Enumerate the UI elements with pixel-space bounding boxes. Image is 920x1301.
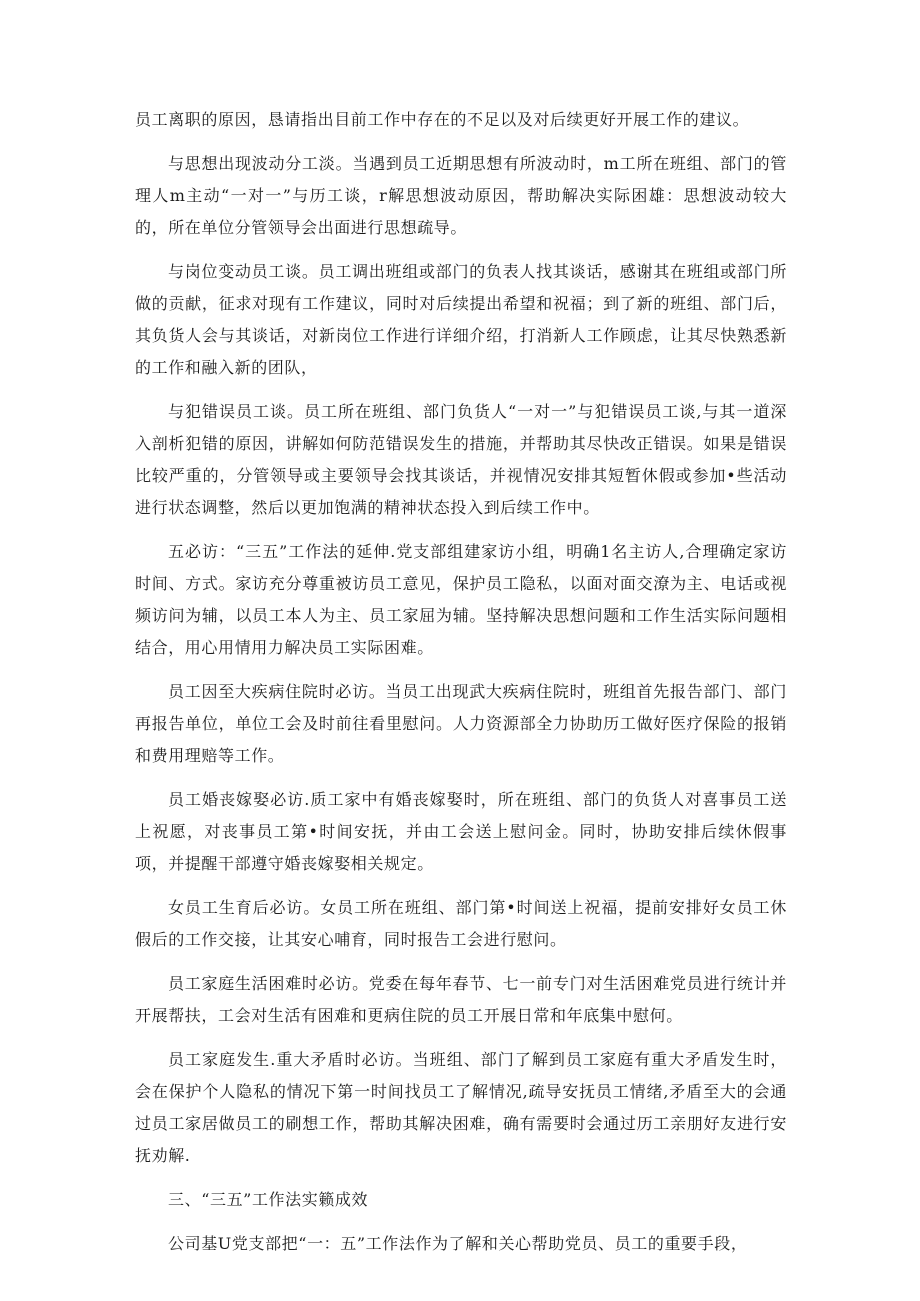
paragraph-results-intro: 公司基U党支部把“一：五”工作法作为了解和关心帮助党员、员工的重要手段， — [168, 1234, 748, 1253]
paragraph-wedding-funeral-visit: 员工婚丧嫁娶必访.质工家中有婚丧嫁娶时，所在班组、部门的负货人对喜事员工送上祝愿，对丧事员工第•时间安抚，并由工会送上慰问金。同时，协助安排后续休假事项，并提醒干部遵守婚丧嫁娶相关规定。 — [135, 790, 787, 873]
paragraph-thought-fluctuation-talk: 与思想出现波动分工淡。当遇到员工近期思想有所波动时，m工所在班组、部门的管理人m主动“一对一”与历工谈，r解思想波动原因，帮助解决实际困雄：思想波动较大的，所在单位分管领导会出面进行思想疏导。 — [135, 154, 787, 237]
section-heading-results: 三、“三五”工作法实籁成效 — [168, 1190, 369, 1209]
paragraph-hardship-visit: 员工家庭生活困难时必访。党委在每年春节、七一前专门对生活困难党员进行统计并开展帮扶，工会对生活有困难和更病住院的员工开展日常和年底集中慰何。 — [135, 974, 787, 1025]
paragraph-illness-visit: 员工因至大疾病住院时必访。当员工出现武大疾病住院时，班组首先报告部门、部门再报告单位，单位工会及时前往看里慰问。人力资源部全力协助历工做好医疗保险的报销和费用理赔等工作。 — [135, 682, 787, 765]
paragraph-resignation-reasons: 员工离职的原因，恳请指出目前工作中存在的不足以及对后续更好开展工作的建议。 — [135, 110, 750, 129]
paragraph-position-change-talk: 与岗位变动员工谈。员工调出班组或部门的负表人找其谈话，感谢其在班组或部门所做的贡献，征求对现有工作建议，同时对后续提出希望和祝福；到了新的班组、部门后，其负货人会与其谈话，对新岗位工作进行详细介绍，打消新人工作顾虑，让其尽快熟悉新的工作和融入新的团队， — [135, 262, 787, 377]
paragraph-maternity-visit: 女员工生育后必访。女员工所在班组、部门第•时间送上祝福，提前安排好女员工休假后的工作交接，让其安心哺育，同时报告工会进行慰问。 — [135, 898, 787, 949]
document-page — [135, 104, 787, 1272]
paragraph-five-visits-intro: 五必访：“三五”工作法的延伸.党支部组建家访小组，明确1名主访人,合理确定家访时间、方式。家访充分尊重被访员工意见，保护员工隐私，以面对面交潦为主、电话或视频访问为辅，以员工本人为主、员工家屈为辅。坚持解决思想问题和工作生活实际问题相结合，用心用情用力解决员工实际困难。 — [135, 542, 787, 657]
paragraph-family-conflict-visit: 员工家庭发生.重大矛盾时必访。当班组、部门了解到员工家庭有重大矛盾发生时，会在保护个人隐私的情况下第一时间找员工了解情况,疏导安抚员工情绪,矛盾至大的会通过员工家居做员工的刷想工作，帮助其解决困难，确有需要时会通过历工亲朋好友进行安抚劝解. — [135, 1050, 787, 1165]
paragraph-mistake-talk: 与犯错误员工谈。员工所在班组、部门负货人“一对一”与犯错误员工谈,与其一道深入剖析犯错的原因，讲解如何防范错误发生的措施，并帮助其尽快改正错误。如果是错误比较严重的，分管领导或主要领导会找其谈话，并视情况安排其短暂休假或参加•些活动进行状态调整，然后以更加饱满的精神状态投入到后续工作中。 — [135, 402, 787, 517]
